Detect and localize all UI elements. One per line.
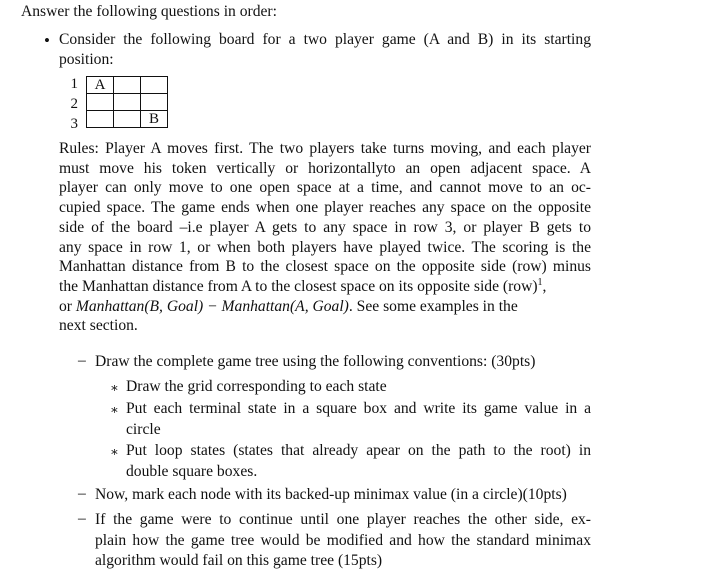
convention-line: double square boxes. <box>126 462 258 480</box>
question-line: position: <box>59 50 114 68</box>
rules-text: or <box>59 297 76 315</box>
star-marker: ∗ <box>110 380 119 395</box>
intro-text: Answer the following questions in order: <box>21 3 277 20</box>
dash-marker: – <box>78 510 86 527</box>
game-board <box>86 76 168 128</box>
convention-line: circle <box>126 420 161 438</box>
rules-line: any space in row 1, or when both players have played twice. The scoring is the <box>59 238 591 256</box>
bullet-marker: • <box>44 31 50 50</box>
subitem-line: algorithm would fail on this game tree (15pts) <box>95 552 383 569</box>
question-intro <box>59 30 591 69</box>
convention-line: Put loop states (states that already apear on the path to the root) in <box>126 442 591 459</box>
board-cell: A <box>87 77 114 94</box>
row-label-2: 2 <box>70 96 78 112</box>
subitem-draw <box>95 352 591 373</box>
rules-text: the Manhattan distance from A to the closest space on its opposite side (row) <box>59 277 538 295</box>
rules-paragraph <box>59 139 591 336</box>
convention-terminal <box>126 399 591 440</box>
rules-line: player can only move to one open space at a time, and cannot move to an oc- <box>59 179 591 197</box>
score-formula: Manhattan(B, Goal) − Manhattan(A, Goal) <box>75 297 349 315</box>
footnote-marker: 1 <box>537 276 543 288</box>
board-cell: B <box>141 111 168 128</box>
rules-text: . See some examples in the <box>348 297 518 315</box>
board-row <box>87 111 168 128</box>
board-cell <box>114 94 141 111</box>
star-marker: ∗ <box>110 444 119 459</box>
rules-line <box>59 277 591 297</box>
rules-line: next section. <box>59 317 138 335</box>
rules-line: Manhattan distance from B to the closest space on the opposite side (row) minus <box>59 258 591 276</box>
question-line: Consider the following board for a two player game (A and B) in its starting <box>59 31 591 48</box>
board-cell <box>87 94 114 111</box>
board-cell <box>141 77 168 94</box>
board-cell <box>141 94 168 111</box>
rules-line: cupied space. The game ends when one player reaches any space on the opposite <box>59 199 591 217</box>
board-cell <box>114 111 141 128</box>
dash-marker: – <box>78 485 86 502</box>
row-label-3: 3 <box>70 116 78 132</box>
board-cell <box>114 77 141 94</box>
convention-line: Draw the grid corresponding to each state <box>126 378 387 395</box>
board-row <box>87 94 168 111</box>
subitem-line: Draw the complete game tree using the following conventions: (30pts) <box>95 353 536 370</box>
rules-line: side of the board –i.e player A gets to any space in row 3, or player B gets to <box>59 218 591 236</box>
board-row <box>87 77 168 94</box>
rules-text: , <box>542 277 547 295</box>
rules-line <box>59 297 591 317</box>
subitem-continue <box>95 510 591 572</box>
subitem-line: plain how the game tree would be modified and how the standard minimax <box>95 531 591 549</box>
subitem-line: Now, mark each node with its backed-up minimax value (in a circle)(10pts) <box>95 486 567 503</box>
dash-marker: – <box>78 352 86 369</box>
convention-grid <box>126 377 591 398</box>
rules-line: must move his token vertically or horizontallyto an open adjacent space. A <box>59 159 591 177</box>
star-marker: ∗ <box>110 402 119 417</box>
board-cell <box>87 111 114 128</box>
row-label-1: 1 <box>70 76 78 92</box>
rules-line: Rules: Player A moves first. The two players take turns moving, and each player <box>59 140 591 157</box>
subitem-line: If the game were to continue until one player reaches the other side, ex- <box>95 511 591 528</box>
subitem-minimax <box>95 485 591 506</box>
convention-loop <box>126 441 591 482</box>
convention-line: Put each terminal state in a square box and write its game value in a <box>126 400 591 417</box>
